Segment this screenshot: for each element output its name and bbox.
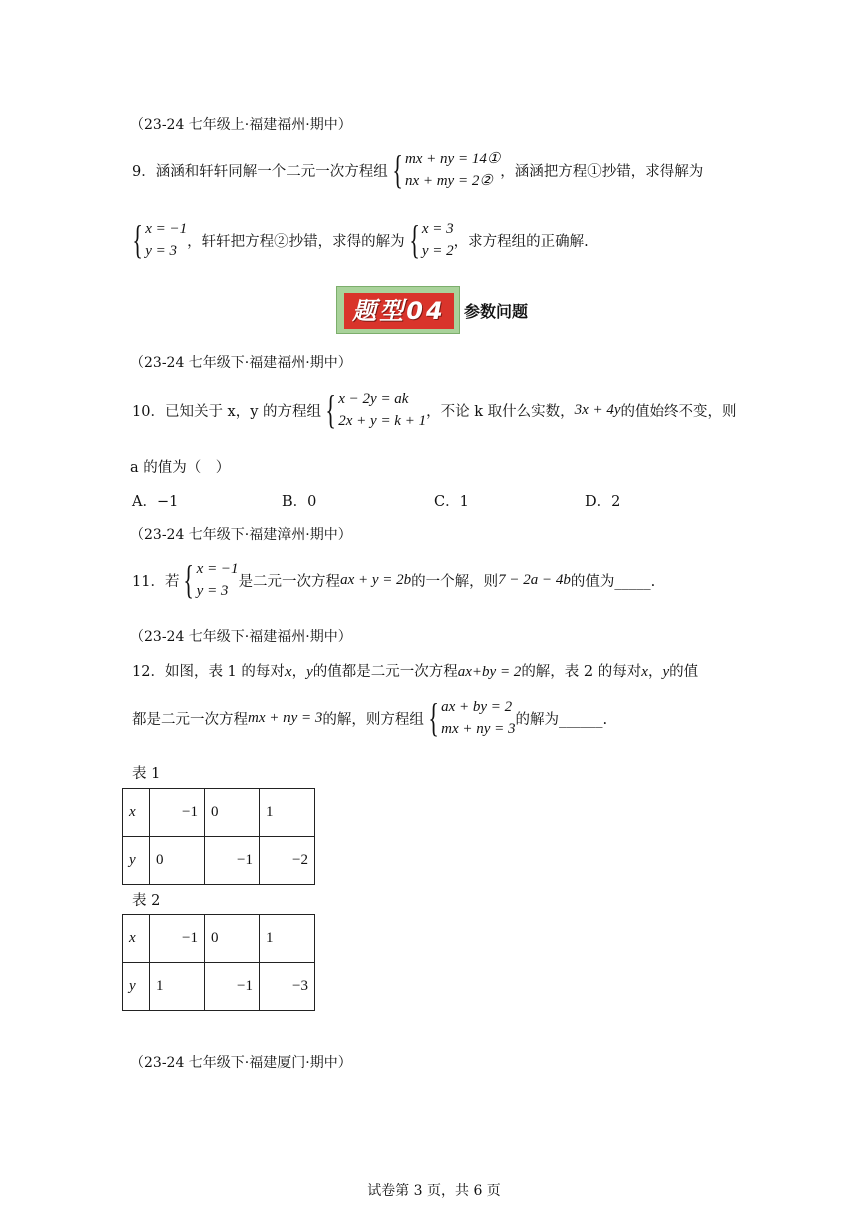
table-cell: 1 bbox=[260, 789, 315, 837]
q10-expr: 3x + 4y bbox=[574, 401, 621, 418]
q11-line1 bbox=[132, 558, 655, 602]
table-cell: x bbox=[123, 789, 150, 837]
table-cell: −1 bbox=[205, 837, 260, 885]
q12-line2-c: 的解为______. bbox=[515, 711, 608, 728]
table-cell: −1 bbox=[205, 963, 260, 1011]
q12-eq1: ax+by = 2 bbox=[457, 664, 522, 680]
q10-option-b: B．0 bbox=[282, 494, 317, 510]
table1 bbox=[122, 788, 315, 885]
table-cell: x bbox=[123, 915, 150, 963]
q11-tail: 的值为_____. bbox=[570, 573, 656, 590]
q12-eq2: mx + ny = 3 bbox=[248, 709, 323, 726]
q11-eq2: y = 3 bbox=[196, 583, 229, 599]
q10-option-c: C．1 bbox=[434, 494, 469, 510]
q11-mid: 是二元一次方程 bbox=[238, 573, 341, 590]
table-cell: 0 bbox=[205, 915, 260, 963]
q12-var-y2: y bbox=[662, 664, 670, 680]
q12-source: （23-24 七年级下·福建福州·期中） bbox=[130, 629, 352, 645]
q9-tail: ，求方程组的正确解. bbox=[453, 233, 589, 250]
table-cell: −1 bbox=[150, 789, 205, 837]
table-cell: 1 bbox=[150, 963, 205, 1011]
q13-source: （23-24 七年级下·福建厦门·期中） bbox=[130, 1055, 352, 1071]
page-footer: 试卷第 3 页，共 6 页 bbox=[367, 1183, 501, 1199]
q9-sol1-x: x = −1 bbox=[145, 221, 188, 237]
q12-sys-eq1: ax + by = 2 bbox=[441, 699, 513, 715]
table2 bbox=[122, 914, 315, 1011]
q9-source: （23-24 七年级上·福建福州·期中） bbox=[130, 117, 352, 133]
table-row bbox=[123, 789, 315, 837]
q10-source: （23-24 七年级下·福建福州·期中） bbox=[130, 355, 352, 371]
q11-source: （23-24 七年级下·福建漳州·期中） bbox=[130, 527, 352, 543]
q9-system: { mx + ny = 14① nx + my = 2② bbox=[392, 147, 501, 192]
q11-eq1: x = −1 bbox=[196, 561, 239, 577]
q9-solution1: { x = −1 y = 3 bbox=[132, 217, 188, 262]
section-badge bbox=[336, 286, 460, 334]
table1-caption: 表 1 bbox=[132, 766, 161, 782]
q12-var-x: x bbox=[284, 664, 292, 680]
q10-tail: 的值始终不变，则 bbox=[620, 403, 737, 420]
q10-option-d: D．2 bbox=[585, 494, 621, 510]
q11-mid2: 的一个解，则 bbox=[411, 573, 499, 590]
q11-lead: 11．若 bbox=[132, 573, 180, 590]
q9-mid2: ，轩轩把方程②抄错，求得的解为 bbox=[187, 233, 405, 250]
table-cell: −2 bbox=[260, 837, 315, 885]
q9-sol1-y: y = 3 bbox=[145, 243, 177, 259]
q9-eq1: mx + ny = 14① bbox=[404, 151, 501, 167]
table-row bbox=[123, 915, 315, 963]
q9-line2 bbox=[128, 218, 589, 262]
table2-caption: 表 2 bbox=[132, 893, 161, 909]
q10-system: { x − 2y = ak 2x + y = k + 1 bbox=[325, 387, 427, 432]
table-cell: 1 bbox=[260, 915, 315, 963]
q12-line1-a: 12．如图，表 1 的每对 bbox=[132, 664, 285, 680]
q10-option-a: A．−1 bbox=[132, 494, 179, 510]
table-cell: y bbox=[123, 837, 150, 885]
section-badge-label: 题型04 bbox=[344, 293, 454, 329]
q12-var-y: y bbox=[306, 664, 313, 680]
table-cell: 0 bbox=[150, 837, 205, 885]
q9-sol2-x: x = 3 bbox=[421, 221, 454, 237]
q12-line1-e: ， bbox=[647, 664, 663, 680]
q9-sol2-y: y = 2 bbox=[421, 243, 454, 259]
table-cell: 0 bbox=[205, 789, 260, 837]
q9-solution2: { x = 3 y = 2 bbox=[408, 217, 454, 262]
q12-var-x2: x bbox=[641, 664, 648, 680]
q12-line1-c: 的值都是二元一次方程 bbox=[312, 664, 458, 680]
q11-eq: ax + y = 2b bbox=[340, 571, 412, 588]
q10-mid: ，不论 k 取什么实数， bbox=[426, 403, 575, 420]
table-cell: −3 bbox=[260, 963, 315, 1011]
q9-line1 bbox=[132, 148, 703, 192]
q10-eq1: x − 2y = ak bbox=[338, 391, 409, 407]
q9-mid: ，涵涵把方程①抄错，求得解为 bbox=[500, 163, 704, 180]
q10-line1 bbox=[132, 388, 737, 432]
q10-line2: a 的值为（ ） bbox=[130, 460, 231, 476]
q12-line2 bbox=[132, 696, 607, 740]
section-title: 参数问题 bbox=[464, 302, 529, 321]
table-cell: −1 bbox=[150, 915, 205, 963]
q9-lead: 9．涵涵和轩轩同解一个二元一次方程组 bbox=[132, 163, 388, 180]
q12-system: { ax + by = 2 mx + ny = 3 bbox=[428, 695, 516, 740]
q12-line1-f: 的值 bbox=[669, 664, 699, 680]
q10-eq2: 2x + y = k + 1 bbox=[338, 413, 427, 429]
q11-system: { x = −1 y = 3 bbox=[183, 557, 239, 602]
q12-sys-eq2: mx + ny = 3 bbox=[441, 721, 516, 737]
table-row bbox=[123, 963, 315, 1011]
q12-line2-a: 都是二元一次方程 bbox=[132, 711, 248, 728]
q12-line1-b: ， bbox=[291, 664, 307, 680]
q9-eq2: nx + my = 2② bbox=[404, 173, 493, 189]
table-cell: y bbox=[123, 963, 150, 1011]
table-row bbox=[123, 837, 315, 885]
q12-line1 bbox=[132, 660, 698, 681]
q11-expr: 7 − 2a − 4b bbox=[498, 571, 571, 588]
q12-line1-d: 的解，表 2 的每对 bbox=[521, 664, 642, 680]
q12-line2-b: 的解，则方程组 bbox=[322, 711, 424, 728]
q10-lead: 10．已知关于 x，y 的方程组 bbox=[132, 403, 322, 420]
